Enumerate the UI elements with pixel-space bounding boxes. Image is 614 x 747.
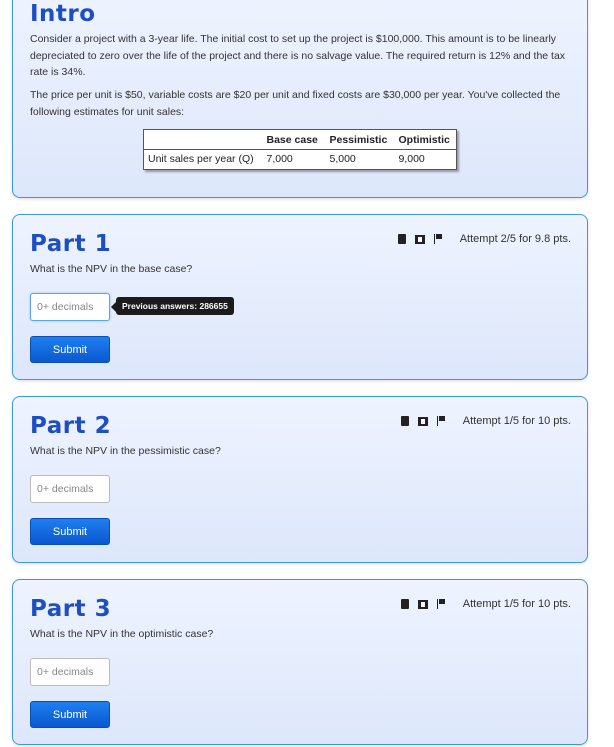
document-icon[interactable] — [401, 599, 409, 609]
attempt-label: Attempt 1/5 for 10 pts. — [462, 598, 571, 610]
part-2-attempt-bar — [401, 415, 571, 427]
attempt-label: Attempt 1/5 for 10 pts. — [462, 415, 571, 427]
part-2-question: What is the NPV in the pessimistic case? — [30, 445, 221, 457]
part-1-card — [12, 214, 588, 380]
table-row — [144, 150, 457, 170]
part-3-answer-input[interactable] — [30, 658, 110, 686]
flag-icon[interactable] — [437, 416, 446, 426]
flag-icon[interactable] — [434, 234, 443, 244]
film-icon[interactable] — [418, 600, 428, 609]
table-cell-optimistic: 9,000 — [398, 153, 425, 165]
table-header-optimistic: Optimistic — [395, 130, 457, 150]
part-3-card — [12, 579, 588, 745]
part-2-card — [12, 396, 588, 563]
previous-answers-tooltip: Previous answers: 286655 — [116, 297, 234, 315]
part-2-submit-button[interactable]: Submit — [30, 518, 110, 545]
table-header-empty — [144, 130, 263, 150]
table-cell-base: 7,000 — [266, 153, 293, 165]
attempt-label: Attempt 2/5 for 9.8 pts. — [459, 233, 571, 245]
intro-card — [12, 0, 588, 198]
table-cell-pessimistic: 5,000 — [329, 153, 356, 165]
table-header-pessimistic: Pessimistic — [326, 130, 395, 150]
flag-icon[interactable] — [437, 599, 446, 609]
intro-paragraph-1: Consider a project with a 3-year life. The initial cost to set up the project is $100,000. This amount is to be linearly depreciated to zero over the life of the project and there is no salvage value. The required return is 12% and the tax rate is 34%. — [30, 33, 566, 78]
part-3-attempt-bar — [401, 598, 571, 610]
part-3-submit-button[interactable]: Submit — [30, 701, 110, 728]
unit-sales-table — [143, 129, 457, 170]
part-1-question: What is the NPV in the base case? — [30, 263, 193, 275]
film-icon[interactable] — [418, 417, 428, 426]
part-3-title: Part 3 — [30, 596, 112, 622]
film-icon[interactable] — [415, 235, 425, 244]
document-icon[interactable] — [401, 416, 409, 426]
part-1-answer-input[interactable] — [30, 293, 110, 321]
intro-paragraph-2: The price per unit is $50, variable costs are $20 per unit and fixed costs are $30,000 per year. You've collected the following estimates for unit sales: — [30, 89, 561, 118]
table-row-label: Unit sales per year (Q) — [148, 153, 254, 165]
part-2-answer-input[interactable] — [30, 475, 110, 503]
part-1-attempt-bar — [398, 233, 571, 245]
table-header-row — [144, 130, 457, 150]
part-3-question: What is the NPV in the optimistic case? — [30, 628, 214, 640]
part-1-submit-button[interactable]: Submit — [30, 336, 110, 363]
part-1-title: Part 1 — [30, 231, 112, 257]
part-2-title: Part 2 — [30, 413, 112, 439]
intro-title: Intro — [30, 1, 96, 27]
document-icon[interactable] — [398, 234, 406, 244]
table-header-base: Base case — [263, 130, 326, 150]
